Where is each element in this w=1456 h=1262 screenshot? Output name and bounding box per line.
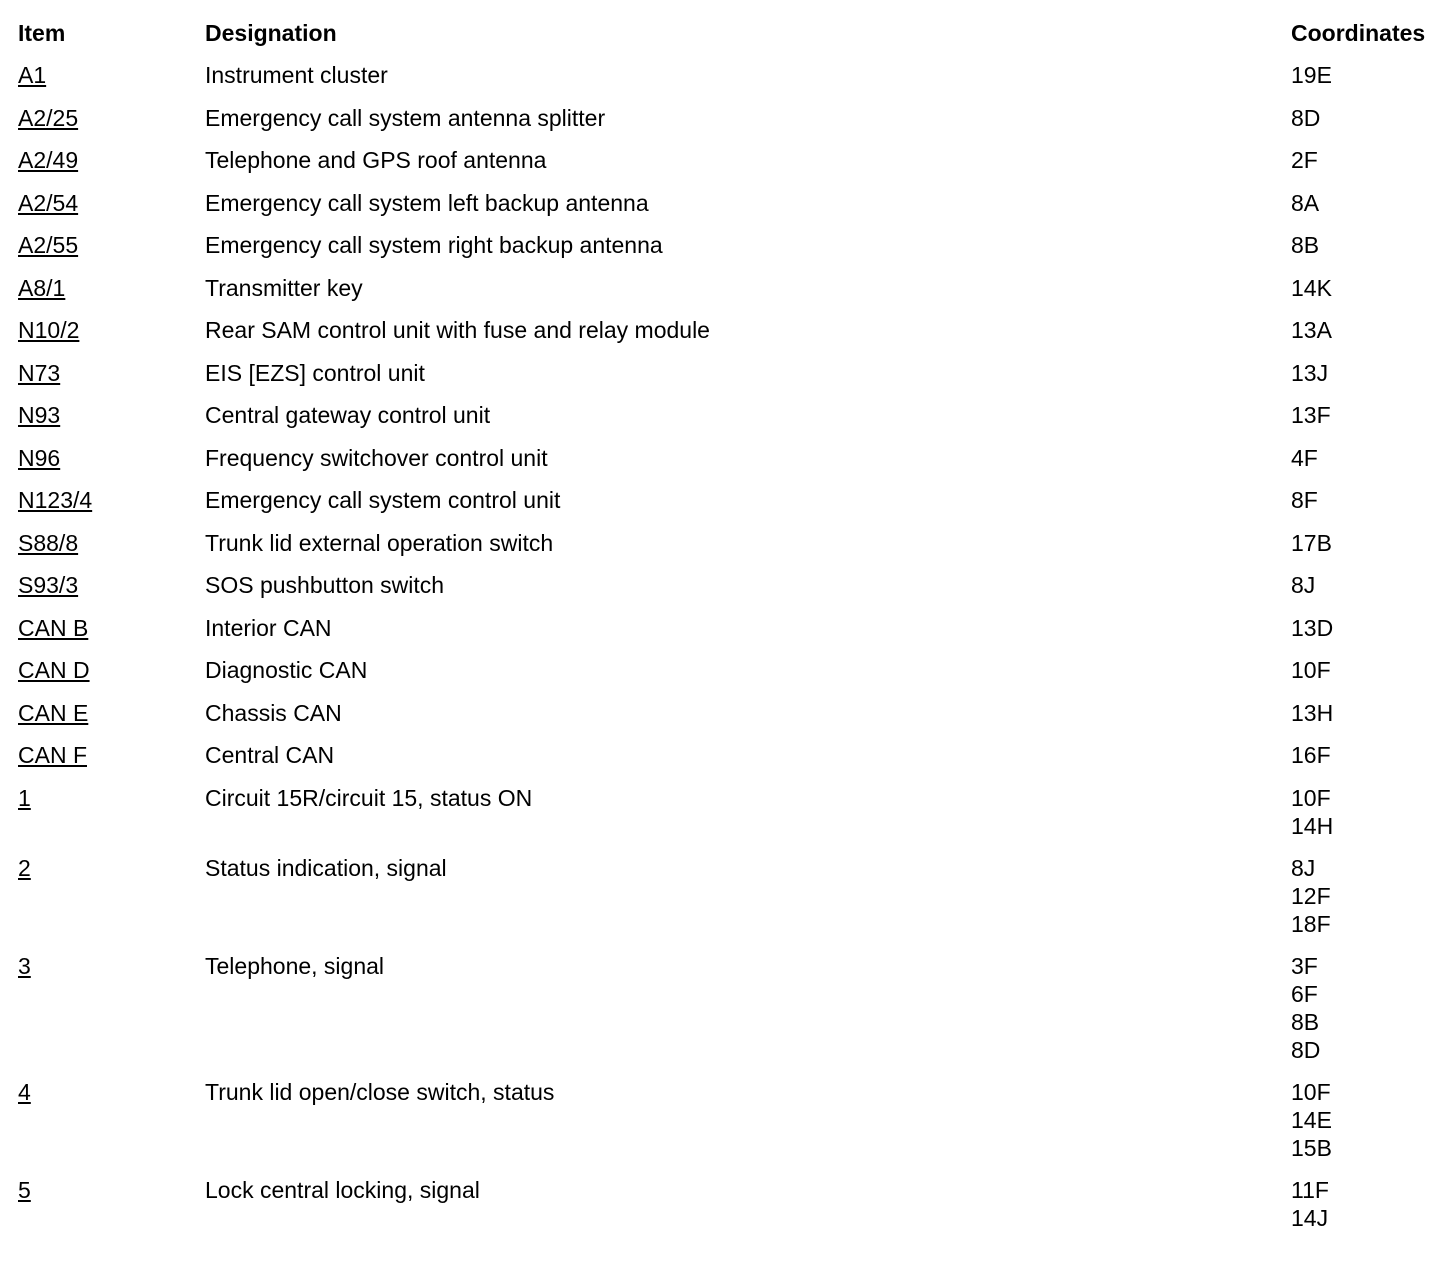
designation-text: Central gateway control unit [205,402,491,428]
item-link[interactable]: N10/2 [18,317,80,343]
item-link[interactable]: 1 [18,784,31,811]
coordinates-cell [1291,316,1332,344]
coordinate-value: 8J [1291,572,1316,598]
coordinates-cell [1291,146,1318,174]
item-link[interactable]: S93/3 [18,572,79,598]
coordinate-value: 8J [1291,854,1316,881]
designation-text: Circuit 15R/circuit 15, status ON [205,784,533,811]
table-row [0,444,1456,487]
coordinates-cell [1291,741,1331,769]
table-row [0,189,1456,232]
coordinates-cell [1291,359,1328,387]
item-link[interactable]: N123/4 [18,487,93,513]
designation-text: Chassis CAN [205,699,342,726]
item-link[interactable]: 3 [18,952,31,979]
coordinates-cell [1291,1176,1329,1232]
coordinate-value: 11F [1291,1176,1329,1203]
coordinates-cell [1291,444,1318,472]
designation-text: EIS [EZS] control unit [205,359,425,386]
table-row [0,741,1456,784]
designation-text: Trunk lid external operation switch [205,529,554,556]
designation-text: Interior CAN [205,614,332,641]
table-row [0,104,1456,147]
designation-text: Emergency call system antenna splitter [205,104,606,131]
coordinate-value: 8B [1291,1008,1320,1035]
coordinate-value: 10F [1291,1078,1331,1105]
header-coordinates: Coordinates [1291,20,1426,46]
item-link[interactable]: CAN B [18,614,89,641]
table-row [0,1176,1456,1246]
table-row [0,1078,1456,1176]
designation-text: Frequency switchover control unit [205,444,548,471]
coordinate-value: 2F [1291,147,1318,173]
coordinate-value: 13A [1291,317,1332,343]
coordinate-value: 13F [1291,402,1331,428]
table-header [0,19,1456,47]
coordinate-value: 14K [1291,274,1332,301]
table-row [0,274,1456,317]
coordinates-cell [1291,614,1333,642]
item-link[interactable]: A2/49 [18,147,79,173]
coordinate-value: 13J [1291,359,1329,386]
designation-text: Telephone and GPS roof antenna [205,147,547,173]
coordinate-value: 15B [1291,1134,1332,1161]
coordinate-value: 14J [1291,1204,1329,1231]
coordinates-cell [1291,854,1331,938]
coordinates-cell [1291,1078,1332,1162]
item-link[interactable]: CAN D [18,657,90,683]
table-row [0,401,1456,444]
designation-text: Transmitter key [205,274,363,301]
table-row [0,699,1456,742]
item-link[interactable]: A8/1 [18,274,66,301]
table-row [0,529,1456,572]
coordinates-cell [1291,104,1320,132]
coordinates-cell [1291,529,1332,557]
coordinates-cell [1291,571,1315,599]
designation-text: Emergency call system left backup antenna [205,189,649,216]
coordinate-value: 8B [1291,232,1320,258]
coordinate-value: 3F [1291,952,1318,979]
coordinate-value: 16F [1291,742,1331,768]
item-link[interactable]: S88/8 [18,529,79,556]
designation-text: Central CAN [205,742,335,768]
table-row [0,784,1456,854]
coordinate-value: 10F [1291,657,1331,683]
coordinates-cell [1291,656,1331,684]
item-link[interactable]: CAN F [18,742,87,768]
designation-text: Rear SAM control unit with fuse and relay module [205,317,710,343]
coordinate-value: 8F [1291,487,1318,513]
table-row [0,146,1456,189]
coordinates-cell [1291,231,1319,259]
coordinates-cell [1291,401,1331,429]
designation-text: Telephone, signal [205,952,385,979]
coordinate-value: 14E [1291,1106,1332,1133]
table-row [0,571,1456,614]
coordinate-value: 17B [1291,529,1332,556]
coordinate-value: 6F [1291,980,1318,1007]
designation-text: Instrument cluster [205,62,388,88]
table-row [0,359,1456,402]
coordinate-value: 13H [1291,699,1334,726]
designation-text: Lock central locking, signal [205,1176,480,1203]
table-row [0,854,1456,952]
item-link[interactable]: A2/54 [18,189,79,216]
table-row [0,656,1456,699]
header-designation: Designation [205,20,337,46]
item-link[interactable]: N73 [18,359,61,386]
designation-text: Status indication, signal [205,854,447,881]
item-link[interactable]: A2/25 [18,104,79,131]
table-row [0,614,1456,657]
coordinate-value: 19E [1291,62,1332,88]
coordinate-value: 12F [1291,882,1331,909]
coordinates-cell [1291,784,1333,840]
item-link[interactable]: N93 [18,402,61,428]
coordinates-cell [1291,274,1332,302]
designation-text: Trunk lid open/close switch, status [205,1078,555,1105]
table-row [0,486,1456,529]
coordinate-value: 8D [1291,1036,1321,1063]
item-link[interactable]: CAN E [18,699,89,726]
item-link[interactable]: N96 [18,444,61,471]
coordinates-cell [1291,189,1319,217]
designation-text: Emergency call system control unit [205,487,561,513]
coordinates-cell [1291,699,1333,727]
coordinate-value: 14H [1291,812,1334,839]
coordinates-cell [1291,952,1320,1064]
coordinate-value: 18F [1291,910,1331,937]
item-link[interactable]: A2/55 [18,232,79,258]
table-row [0,61,1456,104]
coordinate-value: 8D [1291,104,1321,131]
coordinate-value: 4F [1291,444,1318,471]
coordinates-cell [1291,486,1318,514]
designation-text: Diagnostic CAN [205,657,368,683]
coordinate-value: 8A [1291,189,1320,216]
item-link[interactable]: 5 [18,1176,31,1203]
item-link[interactable]: 2 [18,854,31,881]
item-link[interactable]: A1 [18,62,47,88]
table-row [0,952,1456,1078]
table-row [0,231,1456,274]
coordinates-cell [1291,61,1332,89]
designation-text: SOS pushbutton switch [205,572,445,598]
header-item: Item [18,20,66,46]
table-body [0,61,1456,1246]
table-row [0,316,1456,359]
designation-text: Emergency call system right backup antenna [205,232,663,258]
item-link[interactable]: 4 [18,1078,31,1105]
coordinate-value: 13D [1291,614,1334,641]
coordinate-value: 10F [1291,784,1331,811]
